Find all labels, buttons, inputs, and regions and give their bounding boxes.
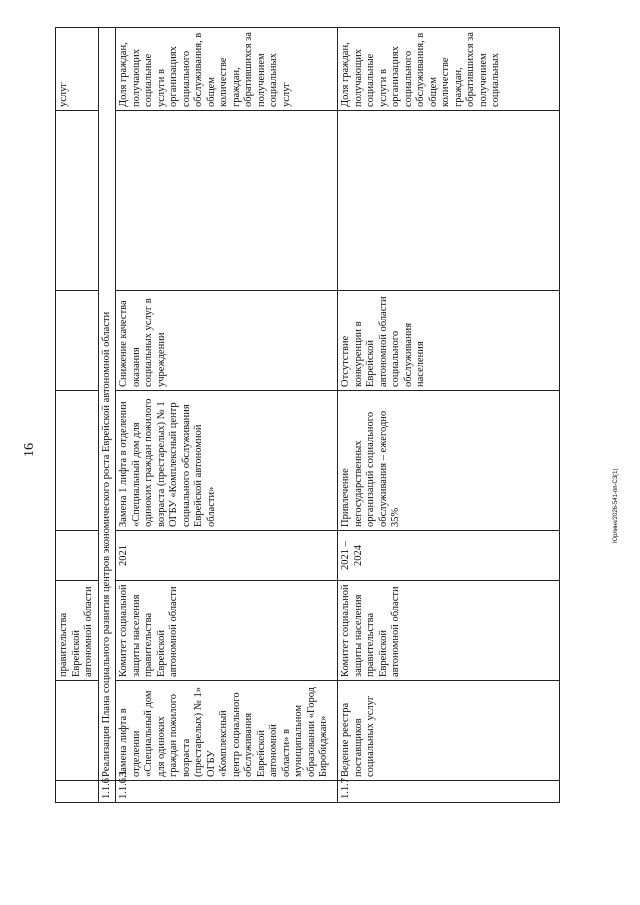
top-cell-result — [56, 391, 99, 531]
top-row — [56, 28, 99, 803]
section-number: 1.1.6 — [98, 781, 116, 803]
table-row — [116, 28, 338, 803]
row-year: 2021 – 2024 — [338, 531, 560, 581]
row-blank — [338, 111, 560, 291]
row-indicator: Доля граждан, получающих социальные услуги в организациях социального обслуживания, в общем количестве граждан, обратившихся за получением социальных услуг — [116, 28, 338, 111]
page-number: 16 — [22, 443, 37, 457]
row-number: 1.1.7 — [338, 781, 560, 803]
table-row — [338, 28, 560, 803]
top-cell-executor: правительства Еврейской автономной области — [56, 581, 99, 681]
document-code: Юрлинк/2026-541-пп-С3(1) — [613, 468, 619, 543]
row-measure: Ведение реестра поставщиков социальных услуг — [338, 681, 560, 781]
top-cell-number — [56, 781, 99, 803]
row-executor: Комитет социальной защиты населения правительства Еврейской автономной области — [116, 581, 338, 681]
row-year: 2021 — [116, 531, 338, 581]
row-indicator: Доля граждан, получающих социальные услуги в организациях социального обслуживания, в общем количестве граждан, обратившихся за получением социальных — [338, 28, 560, 111]
program-table — [55, 27, 560, 803]
table-frame — [55, 28, 555, 803]
row-result: Привлечение негосударственных организаций социального обслуживания – ежегодно 35% — [338, 391, 560, 531]
top-cell-measure — [56, 681, 99, 781]
row-blank — [116, 111, 338, 291]
top-cell-indicator: услуг — [56, 28, 99, 111]
row-risk: Отсутствие конкуренции в Еврейской автономной области социального обслуживания населения — [338, 291, 560, 391]
section-title: Реализация Плана социального развития центров экономического роста Еврейской автономной области — [98, 28, 116, 781]
top-cell-blank — [56, 111, 99, 291]
row-risk: Снижение качества оказания социальных услуг в учреждении — [116, 291, 338, 391]
row-executor: Комитет социальной защиты населения правительства Еврейской автономной области — [338, 581, 560, 681]
row-number: 1.1.6.1 — [116, 781, 338, 803]
section-row — [98, 28, 116, 803]
top-cell-risk — [56, 291, 99, 391]
row-result: Замена 1 лифта в отделении «Специальный дом для одиноких граждан пожилого возраста (престарелых) № 1 ОГБУ «Комплексный центр социального обслуживания Еврейской автономной области» — [116, 391, 338, 531]
rotated-table-area — [55, 28, 555, 803]
row-measure: Замена лифта в отделении «Специальный дом для одиноких граждан пожилого возраста (престарелых) № 1» ОГБУ «Комплексный центр социального обслуживания Еврейской автономной области» в муниципальном образовании «Город Биробиджан» — [116, 681, 338, 781]
top-cell-year — [56, 531, 99, 581]
